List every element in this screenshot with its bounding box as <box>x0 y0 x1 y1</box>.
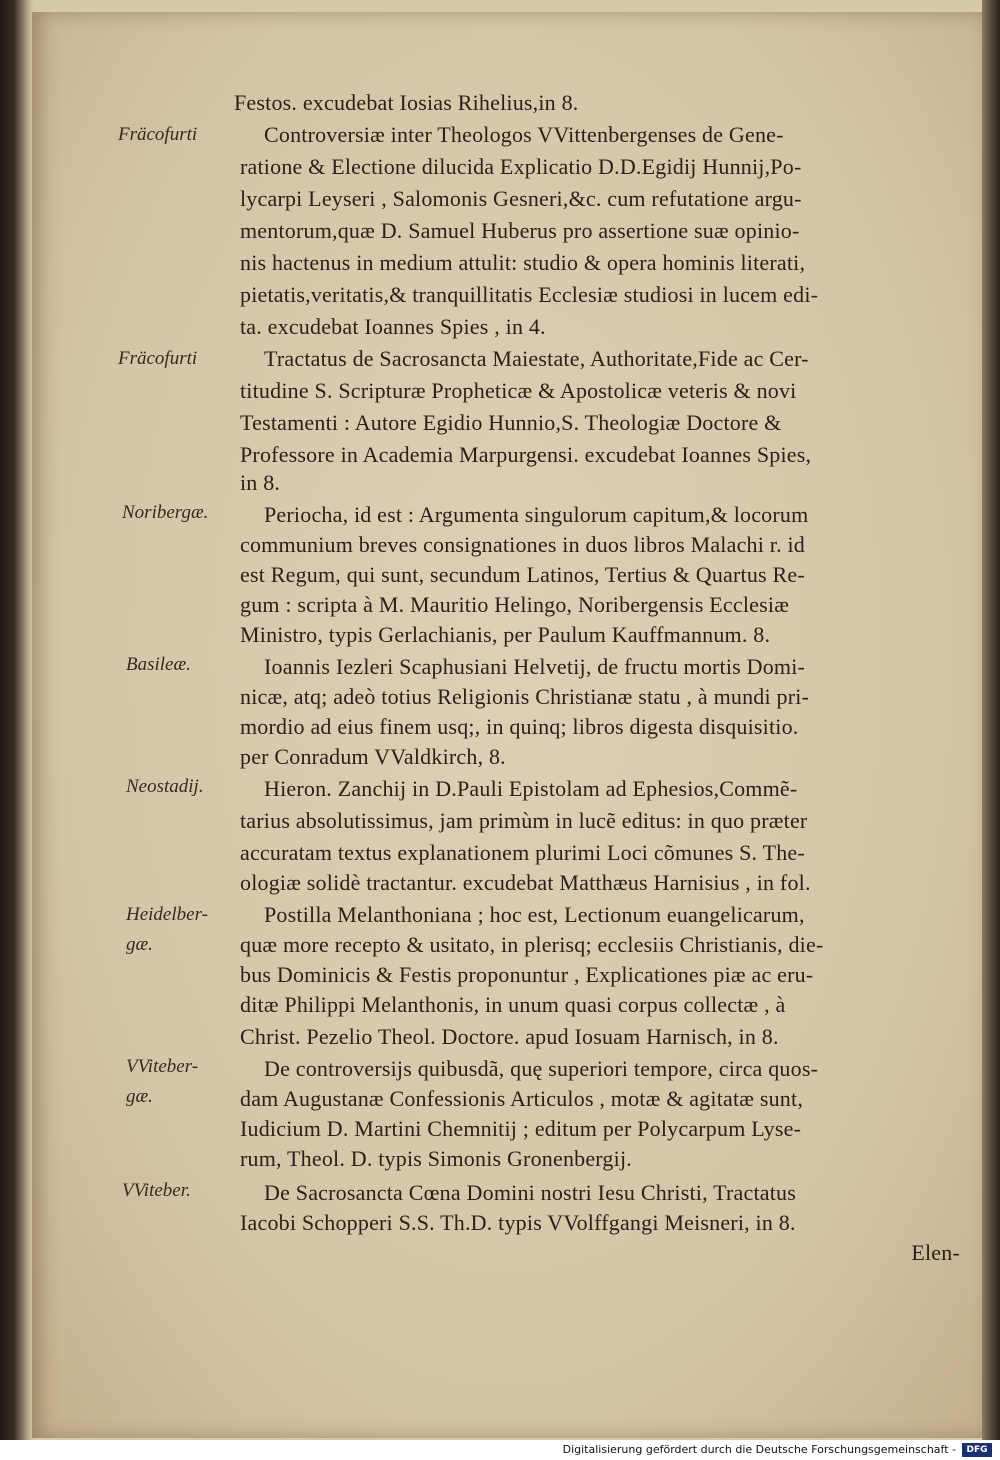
text-line: tarius absolutissimus, jam primùm in lucẽ editus: in quo præter <box>240 808 808 833</box>
text-line: nicæ, atq; adeò totius Religionis Christianæ statu , à mundi pri- <box>240 684 810 709</box>
text-line: mordio ad eius finem usq;, in quinq; libros digesta disquisitio. <box>240 714 799 739</box>
text-line: Ioannis Iezleri Scaphusiani Helvetij, de fructu mortis Domi- <box>264 654 806 679</box>
margin-note: Basileæ. <box>126 654 191 675</box>
text-line: nis hactenus in medium attulit: studio & opera hominis literati, <box>240 250 806 275</box>
text-line: rum, Theol. D. typis Simonis Gronenbergij. <box>240 1146 632 1171</box>
margin-note: VViteber. <box>122 1180 191 1201</box>
text-line: Postilla Melanthoniana ; hoc est, Lectionum euangelicarum, <box>264 902 805 927</box>
margin-note: Noribergæ. <box>122 502 209 523</box>
text-line: ditæ Philippi Melanthonis, in unum quasi corpus collectæ , à <box>240 992 786 1017</box>
text-line: dam Augustanæ Confessionis Articulos , motæ & agitatæ sunt, <box>240 1086 804 1111</box>
text-line: Hieron. Zanchij in D.Pauli Epistolam ad Ephesios,Commẽ- <box>264 776 798 801</box>
text-line: ologiæ solidè tractantur. excudebat Matthæus Harnisius , in fol. <box>240 870 811 895</box>
text-line: Periocha, id est : Argumenta singulorum capitum,& locorum <box>264 502 809 527</box>
text-line: quæ more recepto & usitato, in plerisq; ecclesiis Christianis, die- <box>240 932 824 957</box>
text-line: Iudicium D. Martini Chemnitij ; editum per Polycarpum Lyse- <box>240 1116 802 1141</box>
text-line: Professore in Academia Marpurgensi. excudebat Ioannes Spies, <box>240 442 812 467</box>
margin-note: gæ. <box>126 1086 153 1107</box>
text-line: per Conradum VValdkirch, 8. <box>240 744 506 769</box>
margin-note: Fräcofurti <box>118 124 198 145</box>
text-line: De controversijs quibusdã, quę superiori tempore, circa quos- <box>264 1056 819 1081</box>
text-line: lycarpi Leyseri , Salomonis Gesneri,&c. cum refutatione argu- <box>240 186 802 211</box>
text-line: pietatis,veritatis,& tranquillitatis Ecclesiæ studiosi in lucem edi- <box>240 282 819 307</box>
text-line: gum : scripta à M. Mauritio Helingo, Noribergensis Ecclesiæ <box>240 592 790 617</box>
text-line: De Sacrosancta Cœna Domini nostri Iesu Christi, Tractatus <box>264 1180 796 1205</box>
text-line: titudine S. Scripturæ Propheticæ & Apostolicæ veteris & novi <box>240 378 797 403</box>
text-line: Christ. Pezelio Theol. Doctore. apud Iosuam Harnisch, in 8. <box>240 1024 779 1049</box>
margin-note: Heidelber- <box>126 904 208 925</box>
text-line: communium breves consignationes in duos libros Malachi r. id <box>240 532 805 557</box>
text-line: accuratam textus explanationem plurimi Loci cõmunes S. The- <box>240 840 805 865</box>
text-line: Tractatus de Sacrosancta Maiestate, Authoritate,Fide ac Cer- <box>264 346 809 371</box>
text-line: Ministro, typis Gerlachianis, per Paulum Kauffmannum. 8. <box>240 622 771 647</box>
footer-credit: Digitalisierung gefördert durch die Deutsche Forschungsgemeinschaft - <box>562 1443 956 1456</box>
text-line: est Regum, qui sunt, secundum Latinos, Tertius & Quartus Re- <box>240 562 805 587</box>
footer-bar <box>0 1440 1000 1460</box>
margin-note: VViteber- <box>126 1056 199 1077</box>
text-line: Testamenti : Autore Egidio Hunnio,S. Theologiæ Doctore & <box>240 410 782 435</box>
page-edge-shadow <box>982 0 1000 1440</box>
text-line: Controversiæ inter Theologos VVittenbergenses de Gene- <box>264 122 784 147</box>
text-line: mentorum,quæ D. Samuel Huberus pro assertione suæ opinio- <box>240 218 800 243</box>
text-line: in 8. <box>240 470 281 495</box>
text-line: ta. excudebat Ioannes Spies , in 4. <box>240 314 546 339</box>
catchword: Elen- <box>911 1240 960 1265</box>
text-line: Festos. excudebat Iosias Rihelius,in 8. <box>234 90 579 115</box>
text-line: bus Dominicis & Festis proponuntur , Explicationes piæ ac eru- <box>240 962 814 987</box>
margin-note: Fräcofurti <box>118 348 198 369</box>
text-line: Iacobi Schopperi S.S. Th.D. typis VVolffgangi Meisneri, in 8. <box>240 1210 796 1235</box>
text-line: ratione & Electione dilucida Explicatio D.D.Egidij Hunnij,Po- <box>240 154 802 179</box>
margin-note: Neostadij. <box>126 776 204 797</box>
margin-note: gæ. <box>126 934 153 955</box>
dfg-logo-icon: DFG <box>962 1443 992 1457</box>
